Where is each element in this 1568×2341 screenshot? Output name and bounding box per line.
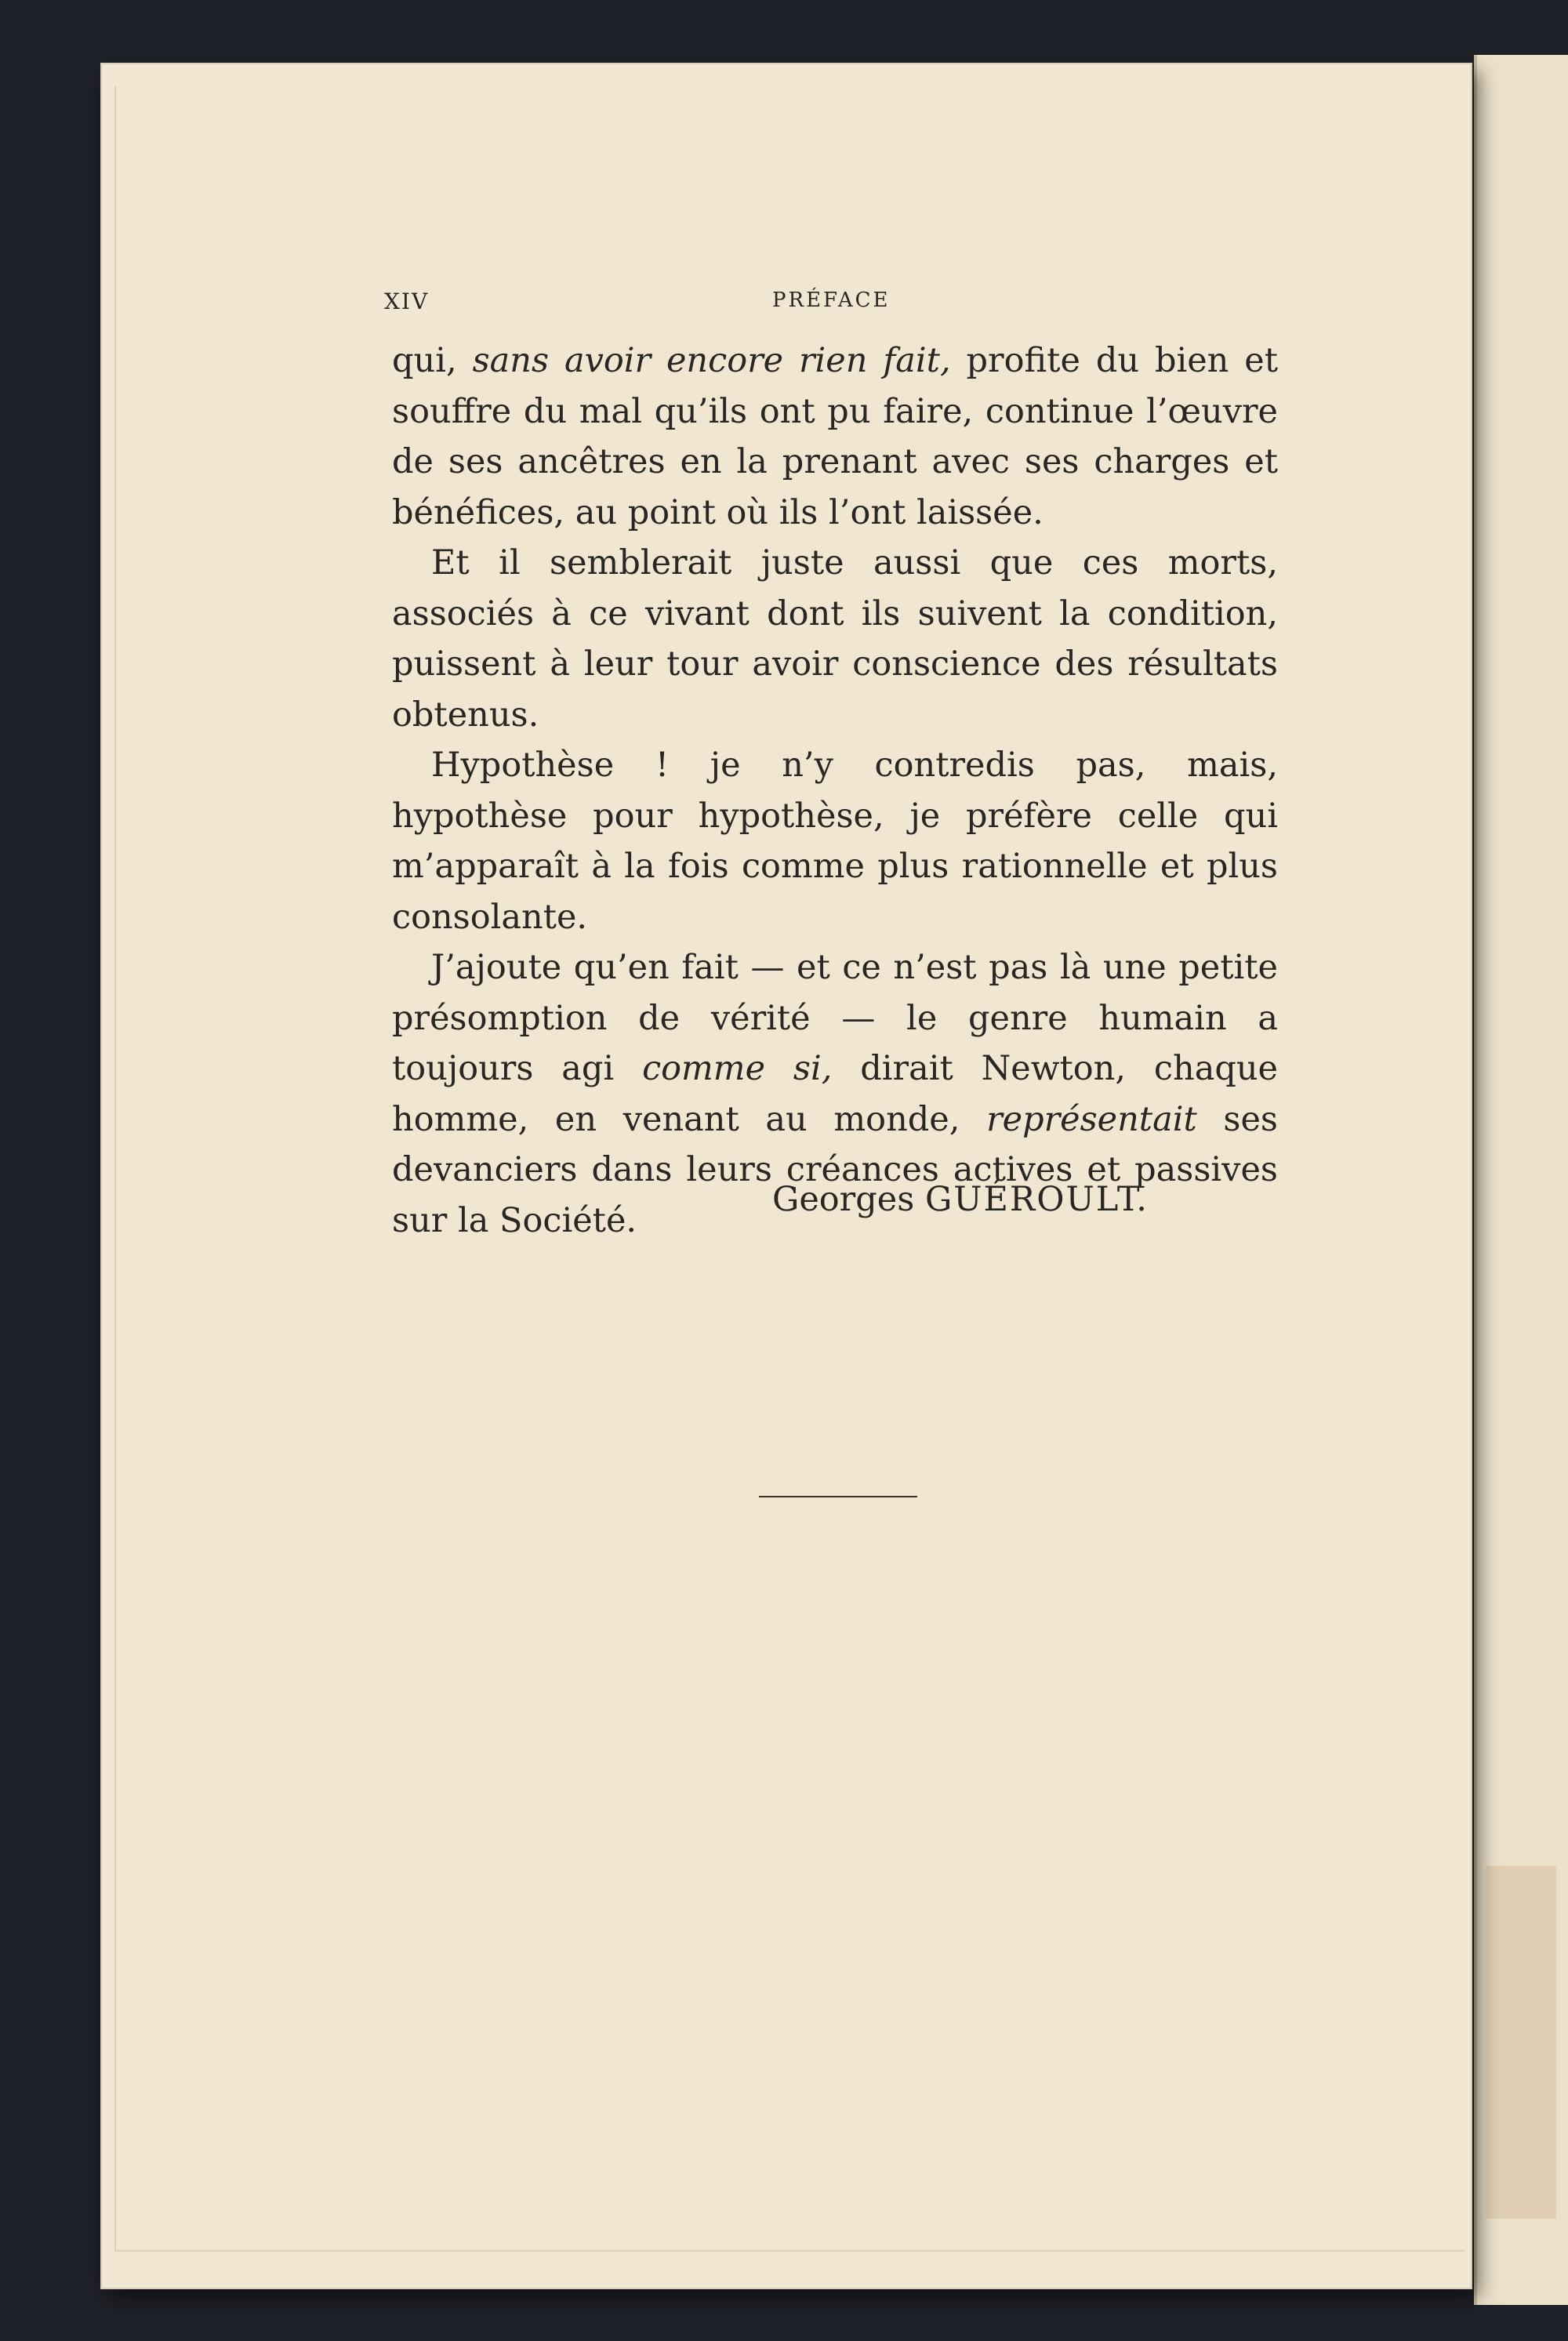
text-segment: Hypothèse ! je n’y contredis pas, mais, hypothèse pour hypothèse, je préfère celle qui m’apparaît à la fois comme plus rationnelle et plus consolante. bbox=[392, 746, 1278, 937]
page-stain bbox=[1486, 1866, 1556, 2219]
text-segment: dirait Newton, chaque homme, en venant au monde, bbox=[392, 1049, 1278, 1139]
text-segment: ses devanciers dans leurs créances actives et passives sur la Société. bbox=[392, 1099, 1278, 1240]
text-segment: J’ajoute qu’en fait — et ce n’est pas là une petite présomption de vérité — le genre humain a toujours agi bbox=[392, 948, 1278, 1088]
italic-phrase: représentait bbox=[986, 1099, 1197, 1139]
end-rule bbox=[759, 1496, 917, 1497]
text-segment: profite du bien et souffre du mal qu’ils ont pu faire, continue l’œuvre de ses ancêtres en la prenant avec ses charges et bénéfices, au point où ils l’ont laissée. bbox=[392, 341, 1279, 532]
paragraph bbox=[392, 740, 1278, 942]
author-last-name: GUÉROULT. bbox=[924, 1180, 1149, 1219]
text-segment: qui, bbox=[392, 341, 473, 380]
page-number: XIV bbox=[384, 289, 430, 314]
page-header bbox=[384, 289, 1333, 320]
author-first-name: Georges bbox=[772, 1180, 915, 1219]
preface-text bbox=[392, 336, 1278, 1246]
running-title: PRÉFACE bbox=[772, 289, 891, 312]
paragraph bbox=[392, 336, 1278, 538]
paragraph bbox=[392, 538, 1278, 740]
italic-phrase: comme si, bbox=[642, 1049, 833, 1088]
author-signature bbox=[772, 1180, 1149, 1219]
text-segment: Et il semblerait juste aussi que ces morts, associés à ce vivant dont ils suivent la condition, puissent à leur tour avoir conscience des résultats obtenus. bbox=[392, 543, 1278, 735]
italic-phrase: sans avoir encore rien fait, bbox=[472, 341, 951, 380]
